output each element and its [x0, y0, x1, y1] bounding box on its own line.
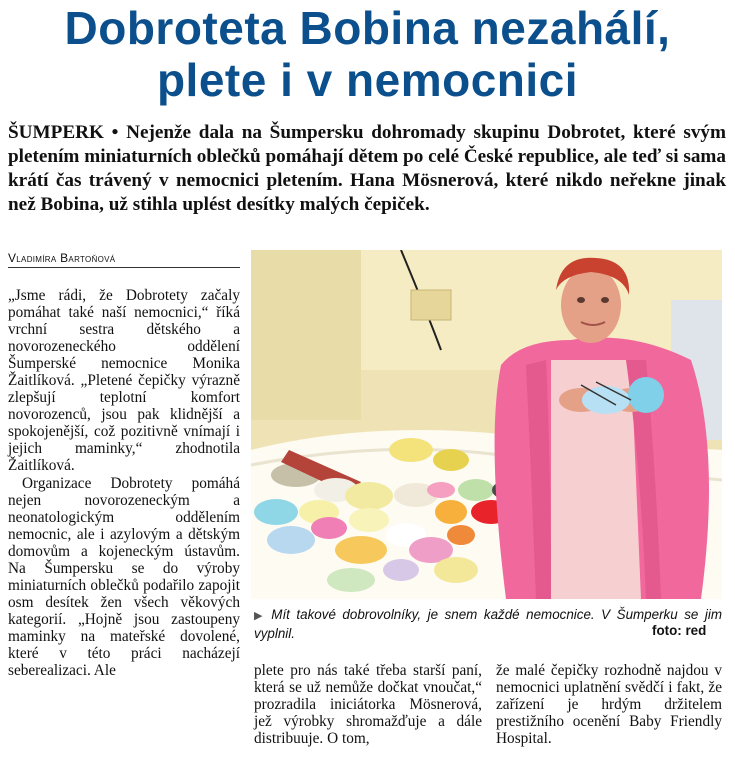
article-column-3 [496, 662, 722, 747]
paragraph: že malé čepičky rozhodně najdou v nemocnici uplatnění svědčí i fakt, že zařízení je hrdým držitelem prestižního ocenění Baby Friendly Hospital. [496, 662, 722, 748]
paragraph: Organizace Dobrotety pomáhá nejen novorozeneckým a neonatologickým oddělením nemocnic, ale i azylovým a dětským domovům a kojeneckým ústavům. Na Šumpersku se do výroby miniaturních oblečků podařilo zapojit osm desítek žen všech věkových kategorií. „Hojně jsou zastoupeny maminky na mateřské dovolené, které v této práci nacházejí seberealizaci. Ale [8, 474, 240, 680]
photo-credit: foto: red [652, 623, 707, 638]
paragraph: plete pro nás také třeba starší paní, která se už nemůže dočkat vnoučat,“ prozradila iniciátorka Mösnerová, jež výrobky shromažďuje a dále distribuuje. O tom, [254, 662, 482, 748]
lead-place: ŠUMPERK [8, 122, 104, 143]
article-column-2 [254, 662, 482, 747]
byline: Vladimíra Bartoňová [8, 251, 240, 268]
lead-paragraph [8, 121, 726, 217]
caption-text: Mít takové dobrovolníky, je snem každé nemocnice. V Šumperku se jim vyplnil. [254, 607, 723, 641]
headline-line-2: plete i v nemocnici [156, 54, 579, 106]
caption-arrow-icon: ▶ [254, 610, 266, 622]
headline [0, 2, 735, 106]
article-column-1 [8, 287, 240, 679]
article-photo [251, 250, 722, 599]
paragraph: „Jsme rádi, že Dobrotety začaly pomáhat také naší nemocnici,“ říká vrchní sestra dětského a novorozeneckého oddělení Šumperské nemocnice Monika Žaitlíková. „Pletené čepičky výrazně zlepšují teplotní komfort novorozenců, jsou pak klidnější a spokojenější, což pozitivně vnímají i jejich maminky,“ zhodnotila Žaitlíková. [8, 287, 240, 475]
photo-illustration [251, 250, 722, 599]
headline-line-1: Dobroteta Bobina nezahálí, [64, 2, 671, 54]
lead-text: • Nejenže dala na Šumpersku dohromady skupinu Dobrotet, které svým pletením miniaturních oblečků pomáhají dětem po celé České republice, ale teď si sama krátí čas trávený v nemocnici pletením. Hana Mösnerová, které nikdo neřekne jinak než Bobina, už stihla uplést desítky malých čepiček. [8, 122, 726, 215]
